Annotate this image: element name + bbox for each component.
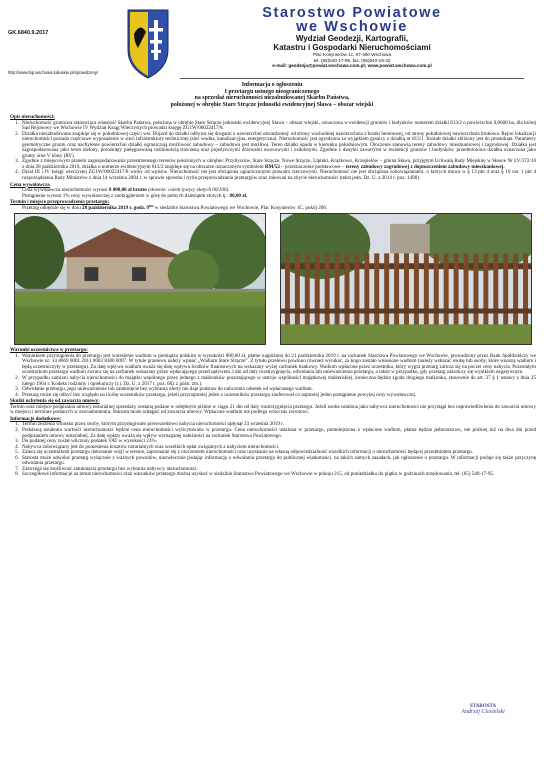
bid-increment-line: Postąpienie wynosi 1% ceny wywoławczej z zaokrągleniem w górę do pełnych dziesiątek złotych tj.: 80,00 zł. <box>22 192 248 199</box>
section-starting-price: Cena wywoławcza <box>10 181 50 188</box>
notice-title-line2: I przetargu ustnego nieograniczonego <box>224 88 320 95</box>
list-item: 8. Szczegółowe informacje na temat nieruchomości oraz warunków przetargu można uzyskać w siedzibie Starostwa Powiatowego we Wschowie w pokoju 215, od poniedziałku do piątku w godzinach urzędowania, tel. (65) 540-17-95. <box>15 471 495 478</box>
notice-body <box>10 114 536 478</box>
email-line: e-mail: geodezja@powiat.wschowa.com.pl; www.powiat.wschowa.com.pl <box>272 63 432 69</box>
list-item: 7. Zastrzega się możliwość zamknięcia przetargu bez wybrania nabywcy nieruchomości. <box>15 465 198 472</box>
phone-line: tel. (65)540-17-95, fax. (65)540-19-32 <box>313 57 391 63</box>
property-photo-garden <box>14 213 266 345</box>
list-item: 1. Nieruchomość gruntowa stanowiąca własność Skarbu Państwa, położona w obrębie Stare Strącze jednostki ewidencyjnej Sława – obszar wiejski, oznaczona w ewidencji gruntów i budynków numerem działki 813/2 o powierzchni 0,0600 ha, dla której Sąd Rejonowy we Wschowie IV Wydział Ksiąg Wieczystych prowadzi księgę ZG1W/00022417/8. <box>15 119 536 132</box>
address-line: Plac Kosynierów 1c, 67-400 Wschowa <box>312 52 392 58</box>
list-item: 6. Starosta może odwołać przetarg wyłącznie z ważnych powodów, niezwłocznie podając informację o odwołaniu przetargu do publicznej wiadomości, na takich samych zasadach, jak ogłoszenie o przetargu. W informacji podaje się także przyczynę odwołania przetargu. <box>15 454 536 467</box>
department-line1: Wydział Geodezji, Kartografii, <box>295 34 409 43</box>
department-line2: Katastru i Gospodarki Nieruchomościami <box>273 43 431 53</box>
section-participation-conditions: Warunki uczestnictwa w przetargu: <box>10 347 88 354</box>
office-header <box>182 6 522 69</box>
section-auction-date-place: Termin i miejsce przeprowadzenia przetargu: <box>10 199 110 206</box>
notice-title <box>0 82 544 108</box>
section-additional-info: Informacje dodatkowe: <box>10 415 62 422</box>
list-item: 4. Dział III i IV księgi wieczystej ZG1W/00022417/8 wolny od wpisów. Nieruchomość nie jest obciążona ograniczonymi prawami rzeczowymi. Nieruchomość nie jest obciążona zobowiązaniami, o których mowa w § 13 pkt 4 oraz § 10 ust. 1 pkt 4 rozporządzenia Rady Ministrów z dnia 14 września 2004 r. w sprawie sposobu i trybu przeprowadzania przetargów oraz rokowań na zbycie nieruchomości (tekst jedn. Dz. U. z 2014 r. poz. 1490). <box>15 169 536 182</box>
list-item: 2. W przypadku zamiaru nabycia nieruchomości do majątku wspólnego przez jednego z małżonków pozostającego w ustroju wspólności majątkowej małżeńskiej, konieczna będzie zgoda drugiego małżonka, stosownie do art. 37 § 1 ustawy z dnia 25 lutego 1964 r. Kodeks rodzinny i opiekuńczy (t.j. Dz. U. z 2017 r. poz. 682 z późn. zm.). <box>15 375 536 387</box>
list-item: 1. Warunkiem przystąpienia do przetargu jest wniesienie wadium w pieniądzu polskim w wysokości 800,00 zł, płatne najpóźniej do 21 października 2019 r. na rachunek Starostwa Powiatowego we Wschowie, prowadzony przez Bank Spółdzielczy we Wschowie nr: 34 8669 0001 2011 0003 8380 0007. W tytule przelewu należy wpisać „Wadium Stare Strącze”. Z tytułu przelewu powinno również wynikać, za kogo zostało wniesione wadium (należy wskazać osobę lub osoby, które wnoszą wadium i będą uczestniczyły w przetargu). Za datę wpływu wadium uważa się datę wpływu środków finansowych na wskazany wyżej rachunek bankowy. Wadium wpłacone przez uczestnika, który wygra przetarg zalicza się na poczet ceny nabycia. Pozostałym uczestnikom przetargu wadium zwraca się na rachunek wskazany przez wpłacającego przed upływem 3 dni od daty rozstrzygnięcia, odwołania lub unieważnienia przetargu, a także w przypadku, gdy przetarg zakończy się wynikiem negatywnym. <box>15 352 536 376</box>
list-item: 4. Przetarg może się odbyć bez względu na liczbę uczestników przetargu, jeżeli przynajmniej jeden z uczestników przetargu zaoferował co najmniej jedno postąpienie powyżej ceny wywoławczej. <box>15 391 417 398</box>
reference-number: GK.6840.9.2017 <box>8 30 49 36</box>
office-title-line1: Starostwo Powiatowe <box>262 5 442 21</box>
list-item: 2. Działka niezabudowana znajduje się w południowej części wsi. Dojazd do działki odbywa się drogami o nawierzchni utwardzonej: od strony wschodniej nawierzchnia z kostki betonowej, od strony południowej nawierzchnia brukowa. Rejon lokalizacji nieruchomości posiada częściowe wyposażenie w sieci infrastruktury technicznej (sieć wodna, kanalizacyjna, energetyczna). Nieruchomość jest ogrodzona za wyjątkiem granicy z działką nr 813/1. Kształt działki zbliżony jest do prostokąta. Parametry geometryczne gruntu oraz nachylenie powierzchni działki ograniczają możliwość zabudowy – zabudowa jest możliwa. Teren działki opada w kierunku południowym. Otoczenie stanowią tereny zabudowy mieszkaniowej i zagrodowej. Działka jest zagospodarowana jako teren zielony, porośnięty pielęgnowaną roślinnością trawiastą oraz pojedynczymi drzewami owocowymi i ozdobnymi. Zgodnie z danymi zawartymi w ewidencji gruntów i budynków, przedmiotowa działka oznaczona jako grunty orne V klasy (RV). <box>15 130 536 159</box>
header-rule <box>180 78 524 79</box>
starting-price-line: Cena wywoławcza nieruchomości wynosi 8 000,00 zł brutto (słownie: osiem tysięcy złotych 00/100). <box>22 187 230 194</box>
office-title-line2: we Wschowie <box>296 19 408 35</box>
list-item: 3. Zgodnie z miejscowym planem zagospodarowania przestrzennego terenów położonych w obrębie: Przybyszów, Stare Strącze, Nowe Strącze, Lipinki, Krążkowo, Krzepielów – gmina Sława, przyjętym Uchwałą Rady Miejskiej w Sławie Nr LV/372/10 z dnia 28 października 2010, działka o numerze ewidencyjnym 813/2 znajduje się na obszarze oznaczonym symbolem RM/52 – przeznaczenie podstawowe – tereny zabudowy zagrodowej z dopuszczeniem zabudowy mieszkaniowej. <box>15 158 536 170</box>
list-item: 2. Podstawą ustalenia wartości nieruchomości będzie cena nieruchomości wylicytowana w przetargu. Cena nieruchomości ustalona w przetargu, pomniejszona o wpłacone wadium, płatna będzie jednorazowo, nie później niż na dwa dni przed podpisaniem umowy notarialnej. Za datę wpłaty uważa się wpływ wymaganej należności na rachunek Starostwa Powiatowego. <box>15 426 536 439</box>
section-contract-evasion: Skutki uchylenia się od zawarcia umowy: <box>10 398 100 405</box>
signature-title: STAROSTA <box>469 704 497 709</box>
contract-evasion-text: Termin oraz miejsce podpisania umowy notarialnej sprzedaży zostaną podane w odrębnym piśmie w ciągu 21 dni od daty rozstrzygnięcia przetargu. Jeżeli osoba ustalona jako nabywca nieruchomości nie przystąpi bez usprawiedliwienia do zawarcia umowy w miejscu i terminie podanych w zawiadomieniu, Starosta może odstąpić od zawarcia umowy. Wpłacone wadium nie podlega wówczas zwrotowi. <box>10 403 536 416</box>
auction-date-line: Przetarg odbędzie się w dniu 28 października 2019 r. godz. 9⁰⁰ w siedzibie Starostwa Powiatowego we Wschowie, Plac Kosynierów 1C, pokój 206. <box>22 204 328 211</box>
list-item: 3. Do podanej ceny został wliczony podatek VAT w wysokości 23%. <box>15 438 157 445</box>
coat-of-arms-logo <box>120 6 176 82</box>
list-item: 3. Odwołanie przetargu, jego unieważnienie lub zamknięcie bez wybrania oferty nie daje podstaw do naliczenia odsetek od wpłaconego wadium. <box>15 386 313 393</box>
notice-title-line4: położonej w obrębie Stare Strącze jednostki ewidencyjnej Sława – obszar wiejski <box>170 101 374 108</box>
property-photo-fence <box>280 213 532 345</box>
section-property-description: Opis nieruchomości: <box>10 114 55 120</box>
notice-title-line1: Informacja o ogłoszeniu <box>241 82 303 88</box>
property-photos <box>10 211 536 347</box>
list-item: 5. Zaleca się uczestnikom przetargu dokonanie wizji w terenie, zapoznanie się z otoczeniem nieruchomości oraz uzyskanie na własną odpowiedzialność wszelkich informacji o nieruchomości będącej przedmiotem przetargu. <box>15 449 473 456</box>
list-item: 4. Nabywca zobowiązany jest do poniesienia kosztów notarialnych oraz wszelkich opłat związanych z nabyciem nieruchomości. <box>15 443 280 450</box>
signature-name: Andrzej Ciesielski <box>461 709 505 715</box>
list-item: 1. Termin złożenia wniosku przez osoby, którym przysługiwało pierwszeństwo nabycia nieruchomości upłynął 23 września 2019 r. <box>15 421 284 428</box>
signature-stamp <box>440 704 526 736</box>
notice-title-line3: na sprzedaż nieruchomości niezabudowanej Skarbu Państwa, <box>194 95 350 102</box>
bip-url[interactable]: http://www.bip.wschowa.lubuskie.pl/sprawdzony/ <box>8 70 99 75</box>
